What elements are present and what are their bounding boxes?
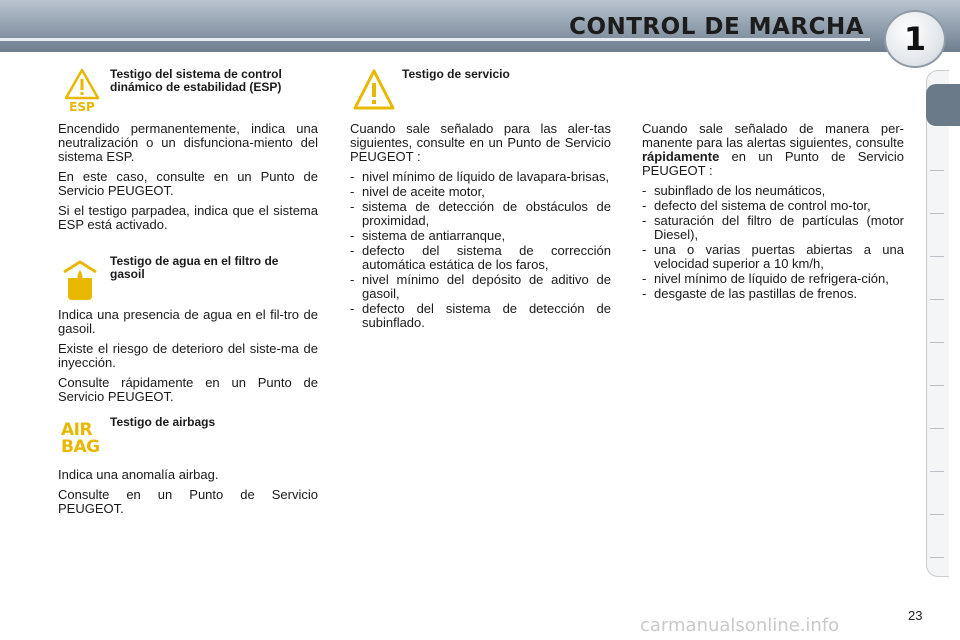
service-heading: Testigo de servicio [402, 67, 510, 81]
service2-text [642, 122, 904, 302]
service-text [350, 122, 611, 331]
list-item: - sistema de detección de obstáculos de proximidad, [350, 200, 611, 228]
watermark: carmanualsonline.info [640, 615, 840, 636]
water-paragraph: Existe el riesgo de deterioro del siste-ma de inyección. [58, 341, 318, 370]
list-item: - una o varias puertas abiertas a una velocidad superior a 10 km/h, [642, 243, 904, 271]
esp-icon-text: ESP [69, 100, 95, 112]
esp-paragraph: Si el testigo parpadea, indica que el sistema ESP está activado. [58, 203, 318, 232]
esp-paragraph: Encendido permanentemente, indica una neutralización o un disfunciona-miento del sistema ESP. [58, 121, 318, 164]
airbag-icon-line: AIR [61, 420, 93, 440]
side-tabs [926, 70, 949, 577]
esp-text [58, 122, 318, 238]
list-item: - nivel mínimo de líquido de lavapara-brisas, [350, 170, 611, 184]
list-item: - defecto del sistema de corrección automática estática de los faros, [350, 244, 611, 272]
service2-intro [642, 122, 904, 178]
list-item: - nivel mínimo del depósito de aditivo de gasoil, [350, 273, 611, 301]
airbag-icon [61, 422, 101, 456]
tab-mark [930, 342, 944, 343]
service-list [350, 170, 611, 330]
airbag-heading: Testigo de airbags [110, 415, 216, 429]
list-item: - nivel de aceite motor, [350, 185, 611, 199]
tab-mark [930, 471, 944, 472]
tab-mark [930, 428, 944, 429]
esp-paragraph: En este caso, consulte en un Punto de Servicio PEUGEOT. [58, 169, 318, 198]
tab-mark [930, 256, 944, 257]
airbag-icon-line: BAG [61, 437, 100, 457]
water-paragraph: Consulte rápidamente en un Punto de Servicio PEUGEOT. [58, 375, 318, 404]
list-item: - sistema de antiarranque, [350, 229, 611, 243]
page-title: CONTROL DE MARCHA [569, 14, 864, 40]
tab-mark [930, 170, 944, 171]
list-item: - desgaste de las pastillas de frenos. [642, 287, 904, 301]
tab-mark [930, 557, 944, 558]
water-heading: Testigo de agua en el filtro de gasoil [110, 254, 279, 281]
esp-warning-icon [64, 68, 100, 112]
tab-mark [930, 385, 944, 386]
tab-mark [930, 514, 944, 515]
tab-mark [930, 213, 944, 214]
water-text [58, 308, 318, 410]
tab-mark [930, 299, 944, 300]
list-item: - subinflado de los neumáticos, [642, 184, 904, 198]
water-paragraph: Indica una presencia de agua en el fil-tro de gasoil. [58, 307, 318, 336]
service-warning-icon [352, 68, 396, 112]
page-number: 23 [908, 608, 923, 623]
service2-intro-emphasis: rápidamente [642, 149, 720, 164]
list-item: - nivel mínimo de líquido de refrigera-ción, [642, 272, 904, 286]
airbag-paragraph: Consulte en un Punto de Servicio PEUGEOT. [58, 487, 318, 516]
esp-heading: Testigo del sistema de control dinámico de estabilidad (ESP) [110, 67, 282, 94]
active-tab[interactable] [926, 84, 960, 126]
water-filter-icon [58, 256, 102, 302]
airbag-text [58, 468, 318, 522]
service2-intro-text: en un Punto de Servicio PEUGEOT : [642, 149, 904, 178]
service2-intro-text: Cuando sale señalado de manera per-manente para las alertas siguientes, consulte [642, 121, 904, 150]
list-item: - defecto del sistema de detección de subinflado. [350, 302, 611, 330]
chapter-badge: 1 [884, 10, 946, 68]
airbag-paragraph: Indica una anomalía airbag. [58, 467, 219, 482]
service-intro: Cuando sale señalado para las aler-tas siguientes, consulte en un Punto de Servicio PEUGEOT : [350, 121, 611, 164]
list-item: - saturación del filtro de partículas (motor Diesel), [642, 214, 904, 242]
service2-list [642, 184, 904, 301]
list-item: - defecto del sistema de control mo-tor, [642, 199, 904, 213]
